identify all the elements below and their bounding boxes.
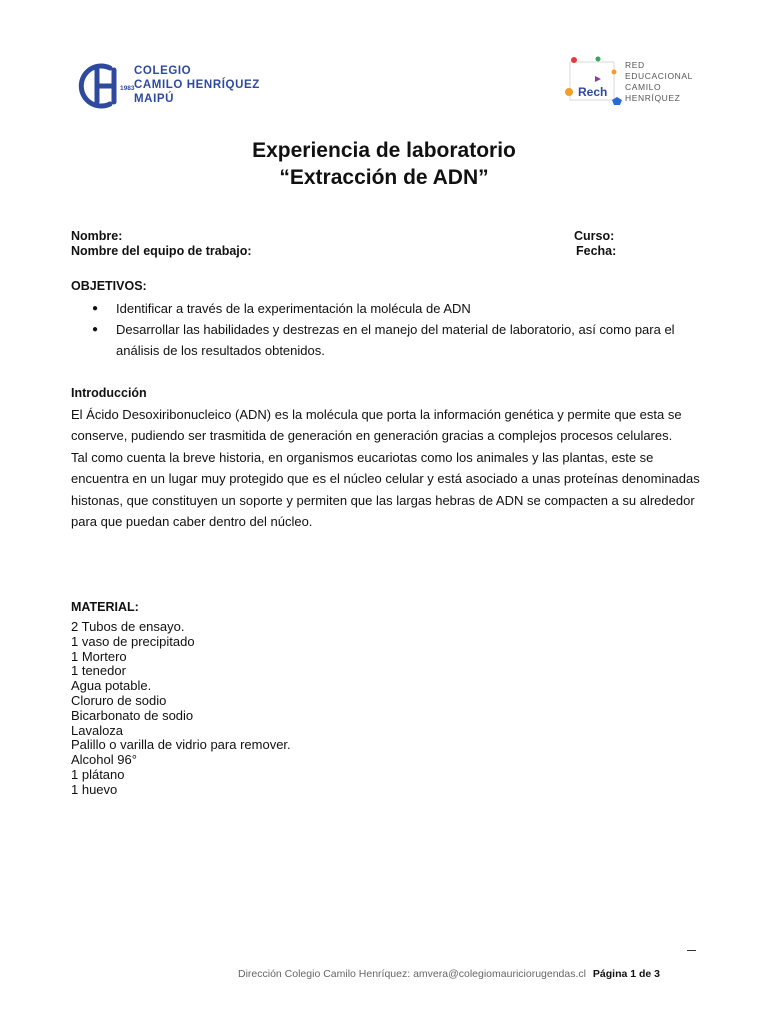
network-logo-dot-green	[596, 57, 601, 62]
team-field-label: Nombre del equipo de trabajo:	[71, 244, 252, 258]
school-logo-year: 1983	[120, 85, 135, 92]
material-item: 1 plátano	[71, 766, 125, 782]
material-item: 1 tenedor	[71, 663, 126, 679]
course-field-label: Curso:	[574, 229, 615, 243]
school-logo-line: COLEGIO	[134, 65, 192, 77]
network-logo	[560, 54, 624, 110]
objective-item	[71, 298, 711, 319]
material-item: Lavaloza	[71, 722, 124, 738]
material-item: 1 huevo	[71, 781, 118, 797]
objective-item	[71, 319, 711, 361]
material-item: Alcohol 96°	[71, 752, 137, 768]
network-logo-line: HENRÍQUEZ	[625, 93, 681, 103]
network-logo-text	[625, 60, 693, 104]
school-logo-line: MAIPÚ	[134, 93, 175, 105]
document-subtitle: “Extracción de ADN”	[279, 166, 489, 189]
network-logo-line: EDUCACIONAL	[625, 71, 694, 81]
objective-text: Desarrollar las habilidades y destrezas en el manejo del material de laboratorio, así como para el análisis de los resultados obtenidos.	[116, 322, 675, 358]
material-item: 1 vaso de precipitado	[71, 633, 195, 649]
school-logo-line: CAMILO HENRÍQUEZ	[134, 79, 260, 91]
network-logo-line: RED	[625, 60, 645, 70]
network-logo-label: Rech	[578, 85, 608, 99]
school-logo-text	[134, 64, 260, 106]
material-item: 1 Mortero	[71, 648, 127, 664]
bullet-icon: ●	[92, 303, 99, 314]
name-field-label: Nombre:	[71, 229, 123, 243]
introduction-heading: Introducción	[71, 386, 147, 400]
introduction-paragraph: Tal como cuenta la breve historia, en organismos eucariotas como los animales y las plantas, este se encuentra en un lugar muy protegido que es el núcleo celular y está asociado a unas proteínas denominadas histonas, que constituyen un soporte y permiten que las largas hebras de ADN se compacten a su alrededor para que puedan caber dentro del núcleo.	[71, 449, 700, 530]
network-logo-dot-orange	[612, 70, 617, 75]
material-item: 2 Tubos de ensayo.	[71, 619, 185, 634]
objective-text: Identificar a través de la experimentación la molécula de ADN	[116, 301, 471, 316]
material-item: Bicarbonato de sodio	[71, 707, 194, 723]
footer-text: Dirección Colegio Camilo Henríquez: amvera@colegiomauriciorugendas.cl	[238, 968, 586, 980]
network-logo-dot-red	[571, 57, 577, 63]
date-field-label: Fecha:	[576, 244, 617, 258]
introduction-body	[71, 404, 711, 532]
bullet-icon: ●	[92, 324, 99, 335]
introduction-paragraph: El Ácido Desoxiribonucleico (ADN) es la molécula que porta la información genética y permite que esta se conserve, pudiendo ser trasmitida de generación en generación gracias a complejos procesos celulares.	[71, 407, 682, 444]
objectives-heading: OBJETIVOS:	[71, 279, 147, 293]
document-title: Experiencia de laboratorio	[252, 139, 516, 162]
footer-divider	[687, 950, 696, 951]
network-logo-dot-yellow	[565, 88, 573, 96]
page-footer	[238, 968, 660, 980]
network-logo-play	[595, 76, 601, 82]
network-logo-line: CAMILO	[625, 82, 662, 92]
material-item: Palillo o varilla de vidrio para remover.	[71, 737, 291, 753]
material-item: Cloruro de sodio	[71, 692, 167, 708]
material-item: Agua potable.	[71, 678, 152, 694]
materials-list	[71, 620, 471, 798]
objectives-list	[71, 298, 711, 361]
page-number: Página 1 de 3	[592, 968, 661, 980]
materials-heading: MATERIAL:	[71, 600, 139, 614]
